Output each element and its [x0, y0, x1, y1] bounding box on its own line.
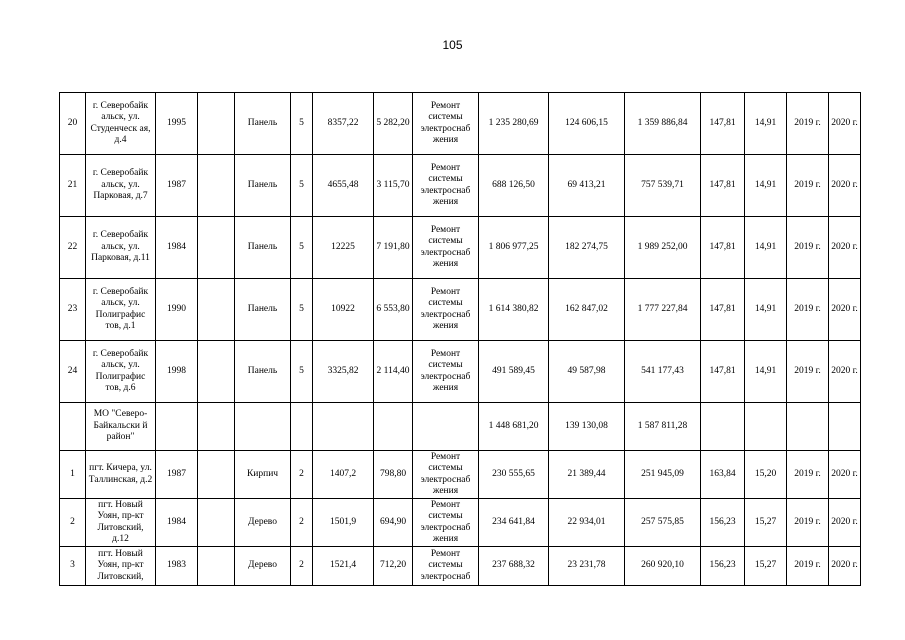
rate-1: 156,23 — [701, 547, 745, 586]
address: г. Северобайк альск, ул. Полиграфис тов, д.6 — [86, 341, 156, 403]
rate-2: 14,91 — [745, 341, 787, 403]
cost: 230 555,65 — [479, 451, 549, 499]
empty-cell — [413, 403, 479, 451]
empty-cell — [291, 403, 313, 451]
year-end: 2020 г. — [829, 341, 861, 403]
empty-cell — [198, 217, 235, 279]
build-year: 1990 — [156, 279, 198, 341]
build-year: 1987 — [156, 155, 198, 217]
work-type: Ремонт системы электроснаб жения — [413, 341, 479, 403]
total: 260 920,10 — [625, 547, 701, 586]
subtotal-row — [60, 403, 861, 451]
fund: 21 389,44 — [549, 451, 625, 499]
year-end: 2020 г. — [829, 93, 861, 155]
year-start: 2019 г. — [787, 547, 829, 586]
wall-material: Панель — [235, 279, 291, 341]
row-number: 20 — [60, 93, 86, 155]
cost: 688 126,50 — [479, 155, 549, 217]
total-area: 4655,48 — [313, 155, 374, 217]
empty-cell — [745, 403, 787, 451]
total-area: 1521,4 — [313, 547, 374, 586]
cost: 1 235 280,69 — [479, 93, 549, 155]
floors: 5 — [291, 155, 313, 217]
address: г. Северобайк альск, ул. Полиграфис тов, д.1 — [86, 279, 156, 341]
wall-material: Панель — [235, 93, 291, 155]
living-area: 3 115,70 — [374, 155, 413, 217]
empty-cell — [235, 403, 291, 451]
year-end: 2020 г. — [829, 217, 861, 279]
empty-cell — [313, 403, 374, 451]
total: 1 989 252,00 — [625, 217, 701, 279]
work-type: Ремонт системы электроснаб жения — [413, 451, 479, 499]
wall-material: Панель — [235, 341, 291, 403]
fund: 69 413,21 — [549, 155, 625, 217]
year-end: 2020 г. — [829, 451, 861, 499]
empty-cell — [60, 403, 86, 451]
empty-cell — [787, 403, 829, 451]
floors: 2 — [291, 547, 313, 586]
living-area: 2 114,40 — [374, 341, 413, 403]
work-type: Ремонт системы электроснаб жения — [413, 499, 479, 547]
rate-1: 147,81 — [701, 217, 745, 279]
floors: 5 — [291, 93, 313, 155]
work-type: Ремонт системы электроснаб — [413, 547, 479, 586]
rate-2: 14,91 — [745, 93, 787, 155]
work-type: Ремонт системы электроснаб жения — [413, 155, 479, 217]
build-year: 1984 — [156, 499, 198, 547]
fund: 49 587,98 — [549, 341, 625, 403]
row-number: 1 — [60, 451, 86, 499]
total-area: 10922 — [313, 279, 374, 341]
empty-cell — [198, 547, 235, 586]
year-end: 2020 г. — [829, 279, 861, 341]
row-number: 3 — [60, 547, 86, 586]
work-type: Ремонт системы электроснаб жения — [413, 93, 479, 155]
empty-cell — [198, 451, 235, 499]
floors: 2 — [291, 499, 313, 547]
rate-2: 14,91 — [745, 217, 787, 279]
table-row — [60, 93, 861, 155]
total-area: 8357,22 — [313, 93, 374, 155]
wall-material: Дерево — [235, 499, 291, 547]
total: 541 177,43 — [625, 341, 701, 403]
address: г. Северобайк альск, ул. Студенческ ая, д.4 — [86, 93, 156, 155]
empty-cell — [198, 341, 235, 403]
year-start: 2019 г. — [787, 155, 829, 217]
year-start: 2019 г. — [787, 93, 829, 155]
rate-2: 15,20 — [745, 451, 787, 499]
subtotal-total: 1 587 811,28 — [625, 403, 701, 451]
total-area: 1501,9 — [313, 499, 374, 547]
row-number: 21 — [60, 155, 86, 217]
empty-cell — [156, 403, 198, 451]
empty-cell — [198, 499, 235, 547]
year-start: 2019 г. — [787, 217, 829, 279]
fund: 22 934,01 — [549, 499, 625, 547]
total-area: 3325,82 — [313, 341, 374, 403]
subtotal-cost: 1 448 681,20 — [479, 403, 549, 451]
cost: 237 688,32 — [479, 547, 549, 586]
cost: 491 589,45 — [479, 341, 549, 403]
row-number: 24 — [60, 341, 86, 403]
year-start: 2019 г. — [787, 279, 829, 341]
total: 1 777 227,84 — [625, 279, 701, 341]
floors: 2 — [291, 451, 313, 499]
year-start: 2019 г. — [787, 341, 829, 403]
fund: 162 847,02 — [549, 279, 625, 341]
cost: 1 614 380,82 — [479, 279, 549, 341]
table-row — [60, 341, 861, 403]
work-type: Ремонт системы электроснаб жения — [413, 279, 479, 341]
empty-cell — [374, 403, 413, 451]
rate-1: 147,81 — [701, 155, 745, 217]
rate-1: 147,81 — [701, 341, 745, 403]
cost: 234 641,84 — [479, 499, 549, 547]
rate-1: 147,81 — [701, 93, 745, 155]
wall-material: Панель — [235, 217, 291, 279]
build-year: 1995 — [156, 93, 198, 155]
fund: 124 606,15 — [549, 93, 625, 155]
floors: 5 — [291, 217, 313, 279]
living-area: 6 553,80 — [374, 279, 413, 341]
year-end: 2020 г. — [829, 155, 861, 217]
empty-cell — [701, 403, 745, 451]
empty-cell — [198, 155, 235, 217]
total-area: 12225 — [313, 217, 374, 279]
rate-2: 15,27 — [745, 499, 787, 547]
year-end: 2020 г. — [829, 499, 861, 547]
floors: 5 — [291, 341, 313, 403]
living-area: 7 191,80 — [374, 217, 413, 279]
total: 251 945,09 — [625, 451, 701, 499]
wall-material: Дерево — [235, 547, 291, 586]
build-year: 1984 — [156, 217, 198, 279]
table-row — [60, 217, 861, 279]
total: 757 539,71 — [625, 155, 701, 217]
living-area: 798,80 — [374, 451, 413, 499]
build-year: 1983 — [156, 547, 198, 586]
floors: 5 — [291, 279, 313, 341]
address: пгт. Новый Уоян, пр-кт Литовский, — [86, 547, 156, 586]
build-year: 1987 — [156, 451, 198, 499]
rate-1: 147,81 — [701, 279, 745, 341]
rate-1: 156,23 — [701, 499, 745, 547]
rate-1: 163,84 — [701, 451, 745, 499]
work-type: Ремонт системы электроснаб жения — [413, 217, 479, 279]
fund: 182 274,75 — [549, 217, 625, 279]
address: г. Северобайк альск, ул. Парковая, д.7 — [86, 155, 156, 217]
row-number: 23 — [60, 279, 86, 341]
rate-2: 14,91 — [745, 155, 787, 217]
build-year: 1998 — [156, 341, 198, 403]
total-area: 1407,2 — [313, 451, 374, 499]
table-row — [60, 547, 861, 586]
wall-material: Панель — [235, 155, 291, 217]
year-start: 2019 г. — [787, 451, 829, 499]
empty-cell — [198, 279, 235, 341]
year-end: 2020 г. — [829, 547, 861, 586]
living-area: 5 282,20 — [374, 93, 413, 155]
living-area: 694,90 — [374, 499, 413, 547]
municipality-name: МО "Северо-Байкальски й район" — [86, 403, 156, 451]
total: 257 575,85 — [625, 499, 701, 547]
table-row — [60, 279, 861, 341]
cost: 1 806 977,25 — [479, 217, 549, 279]
repair-program-table — [59, 92, 861, 586]
table-row — [60, 499, 861, 547]
living-area: 712,20 — [374, 547, 413, 586]
empty-cell — [198, 93, 235, 155]
total: 1 359 886,84 — [625, 93, 701, 155]
fund: 23 231,78 — [549, 547, 625, 586]
subtotal-fund: 139 130,08 — [549, 403, 625, 451]
page-number: 105 — [442, 38, 463, 52]
rate-2: 15,27 — [745, 547, 787, 586]
row-number: 2 — [60, 499, 86, 547]
empty-cell — [198, 403, 235, 451]
table-row — [60, 451, 861, 499]
rate-2: 14,91 — [745, 279, 787, 341]
address: пгт. Новый Уоян, пр-кт Литовский, д.12 — [86, 499, 156, 547]
row-number: 22 — [60, 217, 86, 279]
address: г. Северобайк альск, ул. Парковая, д.11 — [86, 217, 156, 279]
wall-material: Кирпич — [235, 451, 291, 499]
address: пгт. Кичера, ул. Таллинская, д.2 — [86, 451, 156, 499]
empty-cell — [829, 403, 861, 451]
year-start: 2019 г. — [787, 499, 829, 547]
table-row — [60, 155, 861, 217]
